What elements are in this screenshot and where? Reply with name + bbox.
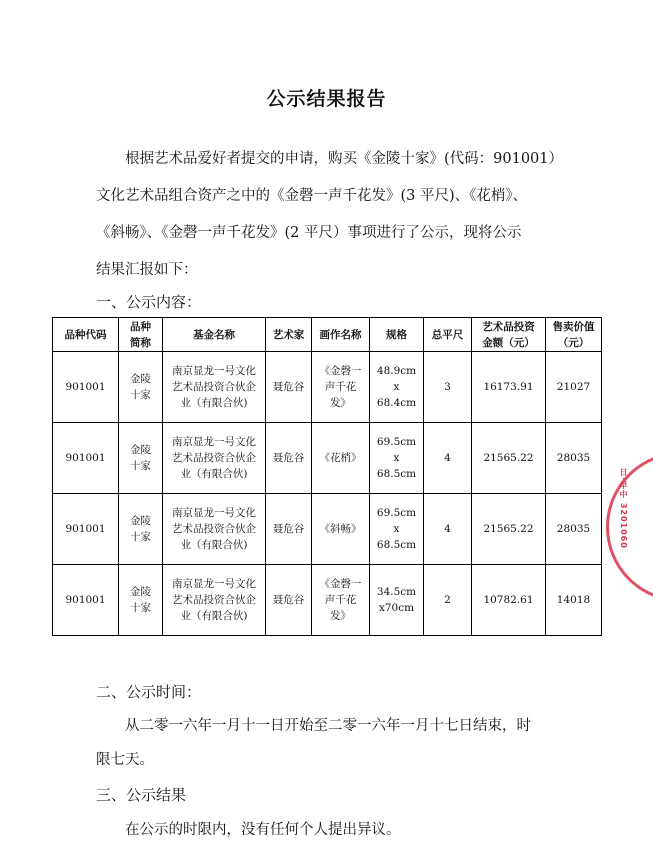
intro-paragraph <box>96 141 566 289</box>
cell-artwork: 《金磬一 声千花 发》 <box>319 365 362 409</box>
header-size: 规格 <box>370 318 424 352</box>
cell-sale-value: 21027 <box>556 381 591 393</box>
intro-line: 文化艺术品组合资产之中的《金磬一声千花发》(3 平尺)、《花梢》、 <box>96 188 528 204</box>
cell-code: 901001 <box>65 452 106 464</box>
intro-line: 根据艺术品爱好者提交的申请，购买《金陵十家》(代码：901001） <box>125 151 564 167</box>
header-code: 品种代码 <box>53 318 119 352</box>
cell-size: 34.5cm x70cm <box>376 586 417 614</box>
header-sale-value: 售卖价值 （元） <box>546 318 602 352</box>
table-header-row <box>53 318 602 352</box>
cell-short-name: 金陵 十家 <box>130 515 151 543</box>
cell-total-area: 3 <box>444 381 451 393</box>
cell-artwork: 《斜畅》 <box>319 523 362 535</box>
intro-line: 《斜畅》、《金磬一声千花发》(2 平尺）事项进行了公示，现将公示 <box>96 225 522 241</box>
section-1-heading: 一、公示内容： <box>96 293 202 311</box>
cell-size: 69.5cm x 68.5cm <box>376 436 417 480</box>
cell-fund-name: 南京显龙一号文化 艺术品投资合伙企 业（有限合伙) <box>172 365 256 409</box>
cell-sale-value: 14018 <box>556 594 591 606</box>
cell-size: 48.9cm x 68.4cm <box>376 365 417 409</box>
cell-fund-name: 南京显龙一号文化 艺术品投资合伙企 业（有限合伙) <box>172 507 256 551</box>
cell-code: 901001 <box>65 381 106 393</box>
header-artwork: 画作名称 <box>312 318 370 352</box>
cell-artwork: 《金磬一 声千花 发》 <box>319 578 362 622</box>
header-investment: 艺术品投资 金额（元） <box>472 318 546 352</box>
time-paragraph <box>96 709 566 777</box>
cell-sale-value: 28035 <box>556 523 591 535</box>
cell-artist: 聂危谷 <box>272 452 305 464</box>
section-2-heading: 二、公示时间： <box>96 683 202 701</box>
cell-total-area: 4 <box>444 523 451 535</box>
cell-artwork: 《花梢》 <box>319 452 362 464</box>
seal-text: 日·早中 3201060 <box>619 468 628 549</box>
cell-investment: 21565.22 <box>483 523 534 535</box>
cell-fund-name: 南京显龙一号文化 艺术品投资合伙企 业（有限合伙) <box>172 578 256 622</box>
cell-investment: 21565.22 <box>483 452 534 464</box>
fund-table <box>52 317 602 636</box>
result-text: 在公示的时限内，没有任何个人提出异议。 <box>125 822 401 838</box>
red-seal-stamp <box>606 452 653 602</box>
time-line: 从二零一六年一月十一日开始至二零一六年一月十七日结束，时 <box>125 718 531 734</box>
header-fund-name: 基金名称 <box>163 318 266 352</box>
cell-total-area: 4 <box>444 452 451 464</box>
cell-investment: 16173.91 <box>483 381 534 393</box>
cell-short-name: 金陵 十家 <box>130 586 151 614</box>
table-row <box>53 565 602 636</box>
cell-sale-value: 28035 <box>556 452 591 464</box>
cell-code: 901001 <box>65 523 106 535</box>
section-3-heading: 三、公示结果 <box>96 786 187 804</box>
cell-artist: 聂危谷 <box>272 594 305 606</box>
page-title: 公示结果报告 <box>266 88 387 110</box>
cell-artist: 聂危谷 <box>272 523 305 535</box>
intro-line: 结果汇报如下： <box>96 262 198 278</box>
time-line: 限七天。 <box>96 752 154 768</box>
header-total-area: 总平尺 <box>424 318 472 352</box>
cell-size: 69.5cm x 68.5cm <box>376 507 417 551</box>
cell-fund-name: 南京显龙一号文化 艺术品投资合伙企 业（有限合伙) <box>172 436 256 480</box>
table-row <box>53 423 602 494</box>
cell-artist: 聂危谷 <box>272 381 305 393</box>
header-short-name: 品种 简称 <box>119 318 163 352</box>
cell-investment: 10782.61 <box>483 594 534 606</box>
cell-code: 901001 <box>65 594 106 606</box>
cell-short-name: 金陵 十家 <box>130 373 151 401</box>
header-artist: 艺术家 <box>266 318 312 352</box>
table-row <box>53 494 602 565</box>
cell-total-area: 2 <box>444 594 451 606</box>
table-row <box>53 352 602 423</box>
cell-short-name: 金陵 十家 <box>130 444 151 472</box>
